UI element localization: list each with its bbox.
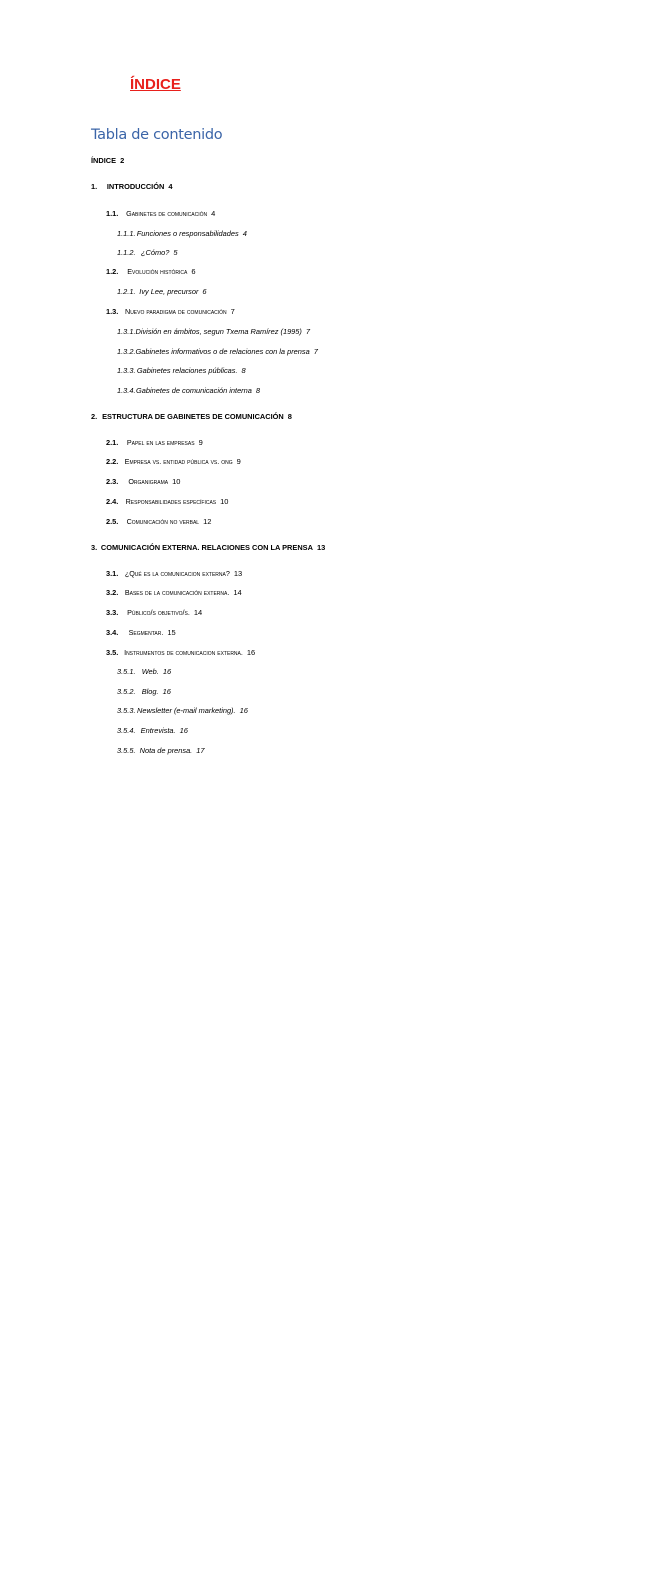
toc-entry-2-1[interactable] <box>106 437 567 449</box>
toc-entry-number: 3.5. <box>106 648 119 657</box>
toc-entry-page: 7 <box>230 307 235 316</box>
toc-entry-1-1-1[interactable] <box>117 228 567 240</box>
toc-entry-number: 1.2. <box>106 267 119 276</box>
toc-entry-text: ÍNDICE <box>91 156 117 165</box>
toc-entry-3-5-1[interactable] <box>117 666 567 678</box>
toc-entry-text: Gabinetes de comunicación interna <box>136 386 252 395</box>
toc-entry-text: Gabinetes de comunicación <box>126 209 208 218</box>
toc-entry-page: 14 <box>233 588 242 597</box>
toc-entry-text: Segmentar. <box>128 628 164 637</box>
toc-entry-2-4[interactable] <box>106 496 567 508</box>
toc-entry-page: 16 <box>162 687 171 696</box>
toc-entry-text: ¿Qué es la comunicacion externa? <box>124 569 230 578</box>
toc-entry-page: 9 <box>198 438 203 447</box>
toc-entry-number: 1.1. <box>106 209 119 218</box>
toc-entry-1-3-4[interactable] <box>117 385 567 397</box>
toc-entry-number: 2. <box>91 412 98 421</box>
toc-entry-page: 6 <box>191 267 196 276</box>
toc-entry-3-5-3[interactable] <box>117 705 567 717</box>
toc-entry-text: Ivy Lee, precursor <box>139 287 199 296</box>
toc-entry-2-2[interactable] <box>106 456 567 468</box>
toc-entry-page: 2 <box>120 156 125 165</box>
toc-entry-page: 13 <box>233 569 243 578</box>
toc-entry-page: 7 <box>313 347 318 356</box>
toc-entry-3-5-2[interactable] <box>117 686 567 698</box>
toc-entry-text: Empresa vs. entidad pública vs. ong <box>124 457 233 466</box>
toc-entry-number: 3.2. <box>106 588 119 597</box>
toc-entry-1-3[interactable] <box>106 306 567 318</box>
toc-entry-3-3[interactable] <box>106 607 567 619</box>
toc-entry-page: 8 <box>241 366 246 375</box>
toc-entry-page: 10 <box>172 477 181 486</box>
toc-entry-page: 4 <box>242 229 247 238</box>
toc-entry-indice[interactable] <box>91 155 567 167</box>
toc-entry-text: Organigrama <box>128 477 169 486</box>
toc-entry-page: 16 <box>246 648 256 657</box>
page-title: ÍNDICE <box>130 76 181 93</box>
toc-entry-text: INTRODUCCIÓN <box>106 182 165 191</box>
toc-entry-page: 7 <box>305 327 311 336</box>
toc-entry-number: 3.5.1. <box>117 667 136 676</box>
toc-entry-3-1[interactable] <box>106 568 567 580</box>
toc-entry-page: 15 <box>167 628 176 637</box>
toc-entry-text: Blog. <box>141 687 159 696</box>
toc-entry-2-5[interactable] <box>106 516 567 528</box>
toc-entry-1-1-2[interactable] <box>117 247 567 259</box>
toc-entry-number: 3.1. <box>106 569 119 578</box>
toc-entry-number: 1.3. <box>106 307 119 316</box>
toc-entry-text: COMUNICACIÓN EXTERNA. RELACIONES CON LA PRENSA <box>100 543 313 552</box>
toc-entry-number: 1.3.2. <box>117 347 136 356</box>
toc-entry-number: 1.1.1. <box>117 229 136 238</box>
toc-entry-1[interactable] <box>91 181 567 193</box>
toc-entry-number: 3.4. <box>106 628 119 637</box>
toc-entry-page: 5 <box>173 248 178 257</box>
toc-entry-text: Evolución histórica <box>127 267 188 276</box>
toc-entry-1-2-1[interactable] <box>117 286 567 298</box>
toc-entry-3-2[interactable] <box>106 587 567 599</box>
toc-entry-number: 3.3. <box>106 608 119 617</box>
toc-entry-text: Responsabilidades específicas <box>125 497 217 506</box>
toc-entry-number: 3.5.2. <box>117 687 136 696</box>
toc-entry-text: División en ámbitos, segun Txema Ramírez (1995) <box>135 327 302 336</box>
toc-entry-text: Funciones o responsabilidades <box>136 229 239 238</box>
toc-heading: Tabla de contenido <box>91 127 223 143</box>
toc-entry-number: 2.4. <box>106 497 119 506</box>
toc-entry-number: 2.3. <box>106 477 119 486</box>
toc-entry-1-2[interactable] <box>106 266 567 278</box>
toc-entry-text: Gabinetes relaciones públicas. <box>136 366 238 375</box>
toc-entry-text: Instrumentos de comunicacion externa. <box>124 648 243 657</box>
toc-entry-3-5-4[interactable] <box>117 725 567 737</box>
toc-entry-number: 2.5. <box>106 517 119 526</box>
toc-entry-page: 12 <box>203 517 212 526</box>
toc-entry-text: Web. <box>141 667 159 676</box>
toc-entry-number: 1.1.2. <box>117 248 136 257</box>
toc-entry-text: Entrevista. <box>140 726 176 735</box>
toc-entry-text: ¿Cómo? <box>141 248 170 257</box>
toc-entry-number: 3. <box>91 543 98 552</box>
toc-entry-1-3-3[interactable] <box>117 365 567 377</box>
toc-entry-text: Público/s objetivo/s. <box>127 608 190 617</box>
toc-entry-page: 4 <box>211 209 216 218</box>
toc-entry-page: 16 <box>239 706 248 715</box>
toc-entry-page: 13 <box>316 543 326 552</box>
toc-entry-page: 10 <box>220 497 229 506</box>
toc-entry-text: Comunicación no verbal <box>126 517 200 526</box>
toc-entry-page: 8 <box>287 412 292 421</box>
toc-entry-3[interactable] <box>91 542 567 554</box>
toc-entry-number: 1.3.4. <box>117 386 136 395</box>
toc-entry-number: 3.5.4. <box>117 726 136 735</box>
toc-entry-page: 4 <box>168 182 173 191</box>
toc-entry-page: 14 <box>193 608 203 617</box>
toc-entry-number: 2.1. <box>106 438 119 447</box>
toc-entry-number: 1.2.1. <box>117 287 136 296</box>
toc-entry-number: 1.3.1. <box>117 327 136 336</box>
toc-entry-text: ESTRUCTURA DE GABINETES DE COMUNICACIÓN <box>102 412 284 421</box>
toc-entry-2[interactable] <box>91 411 567 423</box>
toc-entry-number: 2.2. <box>106 457 119 466</box>
toc-entry-3-5-5[interactable] <box>117 745 567 757</box>
toc-entry-3-5[interactable] <box>106 647 567 659</box>
toc-entry-text: Papel en las empresas <box>126 438 195 447</box>
toc-entry-number: 1.3.3. <box>117 366 136 375</box>
toc-entry-text: Bases de la comunicación externa. <box>124 588 230 597</box>
toc-entry-page: 16 <box>162 667 172 676</box>
toc-entry-3-4[interactable] <box>106 627 567 639</box>
toc-entry-text: Newsletter (e-mail marketing). <box>137 706 236 715</box>
toc-entry-number: 3.5.3. <box>117 706 136 715</box>
toc-entry-1-1[interactable] <box>106 208 567 220</box>
toc-entry-text: Gabinetes informativos o de relaciones con la prensa <box>135 347 310 356</box>
toc-entry-page: 6 <box>202 287 207 296</box>
toc-entry-page: 16 <box>179 726 188 735</box>
toc-entry-text: Nuevo paradigma de comunicación <box>125 307 227 316</box>
toc-entry-page: 8 <box>255 386 261 395</box>
toc-entry-page: 17 <box>196 746 205 755</box>
toc-entry-1-3-2[interactable] <box>117 346 567 358</box>
toc-entry-text: Nota de prensa. <box>139 746 193 755</box>
toc-entry-number: 3.5.5. <box>117 746 136 755</box>
toc-entry-1-3-1[interactable] <box>117 326 567 338</box>
toc-entry-page: 9 <box>236 457 241 466</box>
toc-entry-2-3[interactable] <box>106 476 567 488</box>
toc-entry-number: 1. <box>91 182 98 191</box>
